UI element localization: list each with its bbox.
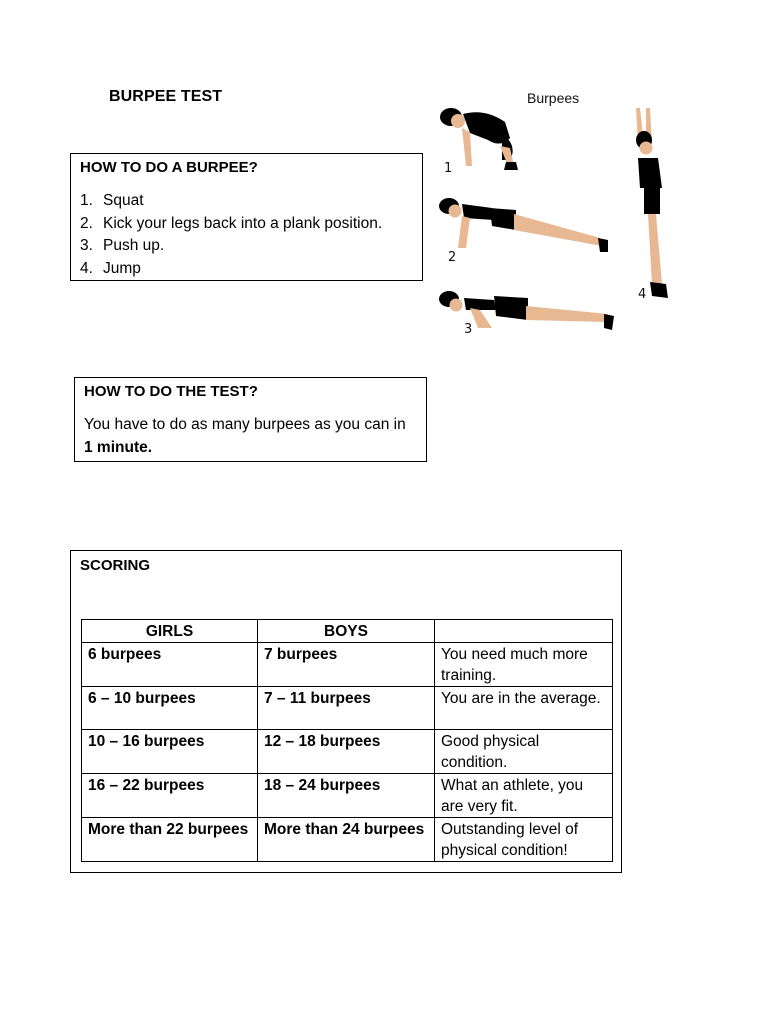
figure-plank	[439, 198, 608, 252]
figure-label: 2	[448, 250, 457, 265]
column-header-description	[435, 620, 613, 643]
scoring-table	[81, 619, 613, 862]
table-row	[82, 818, 613, 862]
table-row	[82, 774, 613, 818]
step-number: 3.	[80, 237, 93, 254]
step-number: 4.	[80, 259, 93, 277]
girls-cell: 6 – 10 burpees	[82, 687, 258, 730]
boys-cell: 12 – 18 burpees	[258, 730, 435, 774]
list-item	[80, 235, 382, 258]
step-text: Jump	[103, 259, 141, 277]
figure-label: 4	[638, 287, 647, 302]
girls-cell: More than 22 burpees	[82, 818, 258, 862]
test-instruction-text: You have to do as many burpees as you can in	[84, 416, 406, 433]
figure-label: 1	[444, 161, 453, 176]
step-text: Squat	[103, 192, 144, 209]
girls-cell: 6 burpees	[82, 643, 258, 687]
burpee-steps-list	[80, 190, 382, 280]
step-text: Push up.	[103, 237, 165, 254]
scoring-heading: SCORING	[80, 557, 151, 574]
description-cell: You need much more training.	[435, 643, 613, 687]
illustration-caption: Burpees	[527, 90, 580, 106]
list-item	[80, 213, 382, 236]
list-item	[80, 258, 382, 281]
how-to-burpee-heading: HOW TO DO A BURPEE?	[80, 159, 258, 176]
column-header-boys: BOYS	[258, 620, 435, 643]
step-number: 1.	[80, 192, 93, 209]
step-text: Kick your legs back into a plank position.	[103, 214, 383, 232]
boys-cell: 7 – 11 burpees	[258, 687, 435, 730]
scoring-box	[70, 550, 622, 873]
how-to-test-heading: HOW TO DO THE TEST?	[84, 383, 258, 400]
table-header-row	[82, 620, 613, 643]
description-cell: You are in the average.	[435, 687, 613, 730]
figure-jump	[636, 108, 668, 298]
column-header-girls: GIRLS	[82, 620, 258, 643]
page-title: BURPEE TEST	[109, 88, 223, 105]
test-duration: 1 minute.	[84, 439, 153, 456]
description-cell: Good physical condition.	[435, 730, 613, 774]
boys-cell: More than 24 burpees	[258, 818, 435, 862]
girls-cell: 10 – 16 burpees	[82, 730, 258, 774]
girls-cell: 16 – 22 burpees	[82, 774, 258, 818]
description-cell: Outstanding level of physical condition!	[435, 818, 613, 862]
description-cell: What an athlete, you are very fit.	[435, 774, 613, 818]
table-row	[82, 643, 613, 687]
table-row	[82, 687, 613, 730]
figure-label: 3	[464, 322, 473, 337]
step-number: 2.	[80, 214, 93, 232]
how-to-test-text	[84, 413, 414, 459]
burpee-illustration	[430, 88, 680, 343]
list-item	[80, 190, 382, 213]
how-to-test-box	[74, 377, 427, 462]
table-row	[82, 730, 613, 774]
boys-cell: 7 burpees	[258, 643, 435, 687]
boys-cell: 18 – 24 burpees	[258, 774, 435, 818]
how-to-burpee-box	[70, 153, 423, 281]
